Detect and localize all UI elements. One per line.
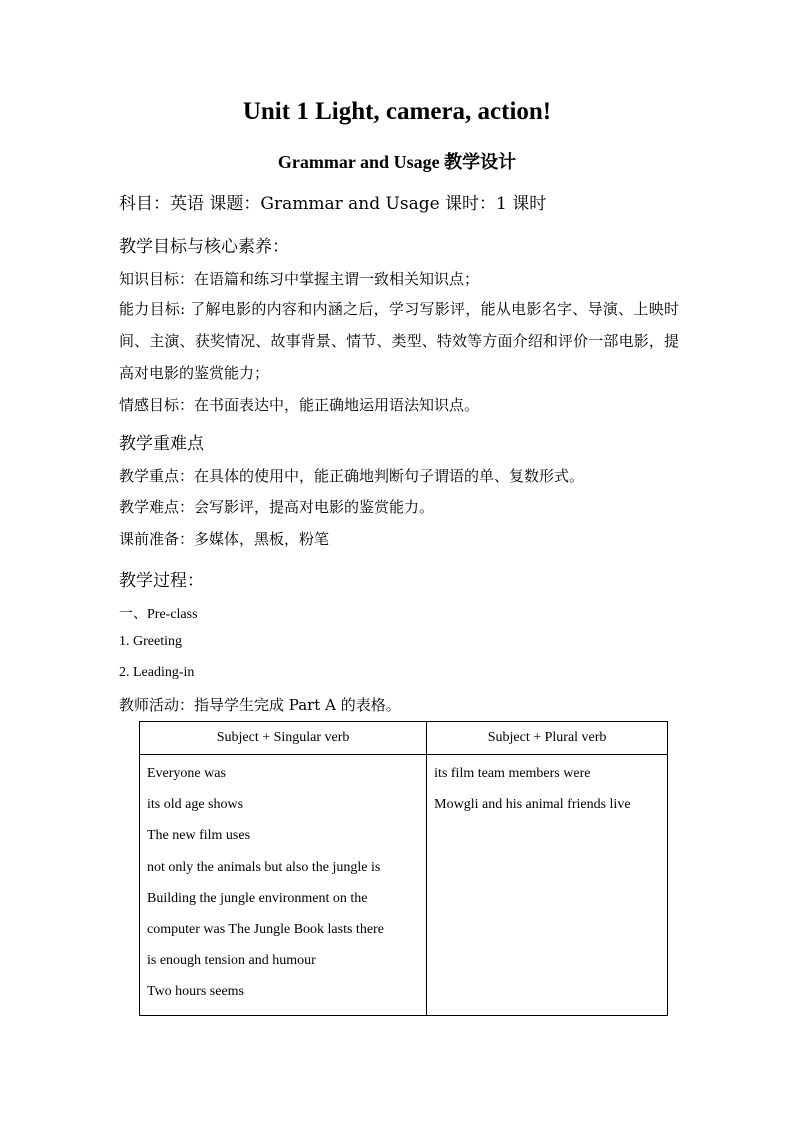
info-line: 科目：英语 课题：Grammar and Usage 课时：1 课时	[119, 194, 547, 214]
step-greeting: 1. Greeting	[119, 634, 182, 649]
plural-cell	[427, 755, 668, 1016]
plural-item: Mowgli and his animal friends live	[434, 797, 631, 813]
objectives-heading: 教学目标与核心素养：	[119, 237, 289, 257]
difficult-point: 教学难点：会写影评，提高对电影的鉴赏能力。	[119, 498, 435, 516]
singular-item: computer was The Jungle Book lasts there	[147, 921, 384, 937]
singular-item: Two hours seems	[147, 984, 245, 1000]
singular-item: The new film uses	[147, 828, 251, 844]
plural-item: its film team members were	[434, 766, 591, 781]
table-header-row	[140, 722, 668, 755]
preparation: 课前准备：多媒体，黑板，粉笔	[119, 530, 330, 548]
knowledge-objective: 知识目标：在语篇和练习中掌握主谓一致相关知识点；	[119, 270, 480, 288]
singular-item: its old age shows	[147, 797, 244, 813]
header-singular: Subject + Singular verb	[140, 722, 427, 755]
singular-item: Everyone was	[147, 766, 226, 781]
process-heading: 教学过程：	[119, 571, 204, 591]
page-title: Unit 1 Light, camera, action!	[242, 98, 552, 125]
step-leading-in: 2. Leading-in	[119, 665, 195, 680]
teacher-activity: 教师活动：指导学生完成 Part A 的表格。	[119, 696, 401, 714]
key-points-heading: 教学重难点	[119, 434, 204, 454]
table-row	[140, 755, 668, 1016]
singular-item: Building the jungle environment on the	[147, 890, 368, 906]
verb-agreement-table	[139, 721, 668, 1016]
singular-item: not only the animals but also the jungle is	[147, 859, 381, 875]
section-pre-class: 一、Pre-class	[119, 607, 198, 622]
emotion-objective: 情感目标：在书面表达中，能正确地运用语法知识点。	[119, 396, 480, 414]
ability-objective: 能力目标: 了解电影的内容和内涵之后，学习写影评，能从电影名字、导演、上映时间、主演、获奖情况、故事背景、情节、类型、特效等方面介绍和评价一部电影，提高对电影的鉴赏能力；	[119, 300, 679, 382]
header-plural: Subject + Plural verb	[427, 722, 668, 755]
singular-cell	[140, 755, 427, 1016]
page-subtitle: Grammar and Usage 教学设计	[277, 152, 517, 172]
key-point: 教学重点：在具体的使用中，能正确地判断句子谓语的单、复数形式。	[119, 467, 585, 485]
singular-item: is enough tension and humour	[147, 953, 316, 969]
